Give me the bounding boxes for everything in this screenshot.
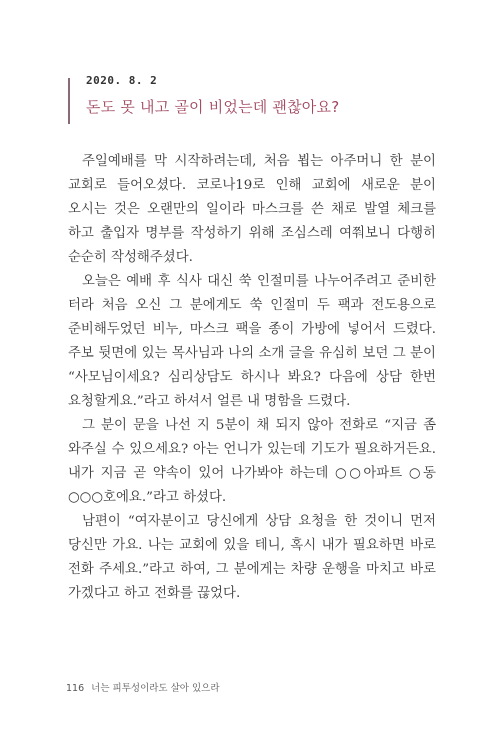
header-accent-bar bbox=[68, 78, 70, 124]
paragraph: 그 분이 문을 나선 지 5분이 채 되지 않아 전화로 “지금 좀 와주실 수 있으세요? 아는 언니가 있는데 기도가 필요하거든요. 내가 지금 곧 약속이 있어 나가봐야 하는데 ○○아파트 ○동 ○○○호에요.”라고 하셨다. bbox=[68, 418, 436, 505]
body-text bbox=[68, 150, 436, 606]
book-title: 너는 피투성이라도 살아 있으라 bbox=[91, 683, 220, 694]
paragraph: 남편이 “여자분이고 당신에게 상담 요청을 한 것이니 먼저 당신만 가요. 나는 교회에 있을 테니, 혹시 내가 필요하면 바로 전화 주세요.”라고 하여, 그 분에게는 차량 운행을 마치고 바로 가겠다고 하고 전화를 끊었다. bbox=[68, 514, 436, 601]
page-footer bbox=[66, 680, 220, 694]
paragraph: 오늘은 예배 후 식사 대신 쑥 인절미를 나누어주려고 준비한 터라 처음 오신 그 분에게도 쑥 인절미 두 팩과 전도용으로 준비해두었던 비누, 마스크 팩을 종이 가방에 넣어서 드렸다. 주보 뒷면에 있는 목사님과 나의 소개 글을 유심히 보던 그 분이 “사모님이세요? 심리상담도 하시나 봐요? 다음에 상담 한번 요청할게요.”라고 하셔서 얼른 내 명함을 드렸다. bbox=[68, 274, 436, 409]
page-number: 116 bbox=[66, 683, 85, 694]
section-title: 돈도 못 내고 골이 비었는데 괜찮아요? bbox=[86, 98, 340, 116]
entry-date: 2020. 8. 2 bbox=[86, 74, 158, 87]
paragraph: 주일예배를 막 시작하려는데, 처음 뵙는 아주머니 한 분이 교회로 들어오셨다. 코로나19로 인해 교회에 새로운 분이 오시는 것은 오랜만의 일이라 마스크를 쓴 채로 발열 체크를 하고 출입자 명부를 작성하기 위해 조심스레 여쭤보니 다행히 순순히 작성해주셨다. bbox=[68, 154, 436, 265]
